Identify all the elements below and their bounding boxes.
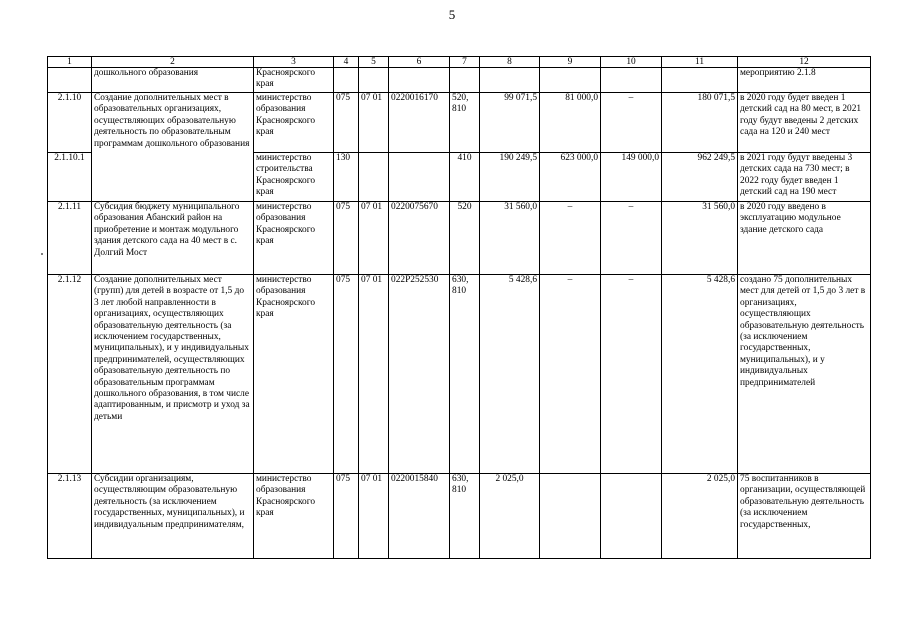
cell-csr bbox=[389, 68, 450, 93]
cell-total: 180 071,5 bbox=[662, 93, 738, 153]
col-header: 11 bbox=[662, 57, 738, 68]
col-header: 10 bbox=[601, 57, 662, 68]
col-header: 12 bbox=[738, 57, 871, 68]
col-header: 3 bbox=[254, 57, 334, 68]
cell-2021: – bbox=[540, 202, 601, 275]
cell-2021: – bbox=[540, 275, 601, 474]
cell-2021: 623 000,0 bbox=[540, 153, 601, 202]
cell-result: мероприятию 2.1.8 bbox=[738, 68, 871, 93]
cell-vr: 410 bbox=[450, 153, 480, 202]
cell-2022 bbox=[601, 68, 662, 93]
cell-2022: – bbox=[601, 275, 662, 474]
col-header: 5 bbox=[359, 57, 389, 68]
cell-executor: министерство строительства Красноярского края bbox=[254, 153, 334, 202]
cell-rzpr bbox=[359, 68, 389, 93]
margin-dot bbox=[41, 253, 43, 255]
program-table bbox=[47, 56, 871, 559]
cell-result: в 2021 году будут введены 3 детских сада на 730 мест; в 2022 году будет введен 1 детский сад на 190 мест bbox=[738, 153, 871, 202]
col-header: 7 bbox=[450, 57, 480, 68]
cell-vr bbox=[450, 68, 480, 93]
cell-id: 2.1.10.1 bbox=[48, 153, 92, 202]
table-row bbox=[48, 202, 871, 275]
cell-2020 bbox=[480, 68, 540, 93]
col-header: 4 bbox=[334, 57, 359, 68]
cell-id: 2.1.12 bbox=[48, 275, 92, 474]
table-row bbox=[48, 68, 871, 93]
cell-id: 2.1.11 bbox=[48, 202, 92, 275]
cell-name: Субсидия бюджету муниципального образования Абанский район на приобретение и монтаж модульного здания детского сада на 40 мест в с. Долгий Мост bbox=[92, 202, 254, 275]
table-row bbox=[48, 93, 871, 153]
cell-rzpr bbox=[359, 153, 389, 202]
cell-2022: – bbox=[601, 93, 662, 153]
cell-grbs: 130 bbox=[334, 153, 359, 202]
col-header: 1 bbox=[48, 57, 92, 68]
header-row bbox=[48, 57, 871, 68]
cell-executor: министерство образования Красноярского края bbox=[254, 275, 334, 474]
cell-2020: 31 560,0 bbox=[480, 202, 540, 275]
cell-2022: 149 000,0 bbox=[601, 153, 662, 202]
cell-rzpr: 07 01 bbox=[359, 275, 389, 474]
cell-total: 5 428,6 bbox=[662, 275, 738, 474]
cell-vr: 520, 810 bbox=[450, 93, 480, 153]
cell-2021 bbox=[540, 474, 601, 559]
cell-csr: 022P252530 bbox=[389, 275, 450, 474]
cell-total: 31 560,0 bbox=[662, 202, 738, 275]
cell-executor: министерство образования Красноярского края bbox=[254, 202, 334, 275]
cell-rzpr: 07 01 bbox=[359, 93, 389, 153]
col-header: 6 bbox=[389, 57, 450, 68]
cell-name: Создание дополнительных мест (групп) для детей в возрасте от 1,5 до 3 лет любой направленности в организациях, осуществляющих образовательную деятельность (за исключением государственных, муниципальных), и у индивидуальных предпринимателей, осуществляющих образовательную деятельность по образовательным программам дошкольного образования, в том числе адаптированным, и присмотр и уход за детьми bbox=[92, 275, 254, 474]
cell-vr: 630, 810 bbox=[450, 275, 480, 474]
cell-name: Субсидии организациям, осуществляющим образовательную деятельность (за исключением государственных, муниципальных), и индивидуальным предпринимателям, bbox=[92, 474, 254, 559]
cell-id: 2.1.10 bbox=[48, 93, 92, 153]
cell-vr: 630, 810 bbox=[450, 474, 480, 559]
cell-total: 962 249,5 bbox=[662, 153, 738, 202]
cell-csr bbox=[389, 153, 450, 202]
cell-grbs: 075 bbox=[334, 474, 359, 559]
cell-result: создано 75 дополнительных мест для детей от 1,5 до 3 лет в организациях, осуществляющих образовательную деятельность (за исключением государственных, муниципальных), и у индивидуальных предпринимателей bbox=[738, 275, 871, 474]
cell-result: в 2020 году будет введен 1 детский сад на 80 мест, в 2021 году будут введены 2 детских сада на 120 и 240 мест bbox=[738, 93, 871, 153]
cell-2020: 190 249,5 bbox=[480, 153, 540, 202]
table-row bbox=[48, 275, 871, 474]
cell-total: 2 025,0 bbox=[662, 474, 738, 559]
cell-csr: 0220016170 bbox=[389, 93, 450, 153]
cell-grbs: 075 bbox=[334, 93, 359, 153]
cell-name: Создание дополнительных мест в образовательных организациях, осуществляющих образовательную деятельность по образовательным программам дошкольного образования bbox=[92, 93, 254, 202]
cell-vr: 520 bbox=[450, 202, 480, 275]
table-row bbox=[48, 474, 871, 559]
cell-csr: 0220075670 bbox=[389, 202, 450, 275]
cell-id bbox=[48, 68, 92, 93]
cell-2020: 99 071,5 bbox=[480, 93, 540, 153]
cell-total bbox=[662, 68, 738, 93]
cell-rzpr: 07 01 bbox=[359, 202, 389, 275]
col-header: 9 bbox=[540, 57, 601, 68]
cell-id: 2.1.13 bbox=[48, 474, 92, 559]
cell-csr: 0220015840 bbox=[389, 474, 450, 559]
cell-2022 bbox=[601, 474, 662, 559]
cell-rzpr: 07 01 bbox=[359, 474, 389, 559]
cell-2020: 5 428,6 bbox=[480, 275, 540, 474]
cell-executor: министерство образования Красноярского края bbox=[254, 474, 334, 559]
cell-result: 75 воспитанников в организации, осуществляющей образовательную деятельность (за исключением государственных, bbox=[738, 474, 871, 559]
cell-result: в 2020 году введено в эксплуатацию модульное здание детского сада bbox=[738, 202, 871, 275]
cell-2020: 2 025,0 bbox=[480, 474, 540, 559]
col-header: 2 bbox=[92, 57, 254, 68]
cell-2021: 81 000,0 bbox=[540, 93, 601, 153]
col-header: 8 bbox=[480, 57, 540, 68]
cell-2022: – bbox=[601, 202, 662, 275]
page-number: 5 bbox=[448, 7, 456, 22]
cell-2021 bbox=[540, 68, 601, 93]
cell-grbs bbox=[334, 68, 359, 93]
cell-name: дошкольного образования bbox=[92, 68, 254, 93]
cell-executor: Красноярского края bbox=[254, 68, 334, 93]
cell-grbs: 075 bbox=[334, 202, 359, 275]
cell-executor: министерство образования Красноярского края bbox=[254, 93, 334, 153]
cell-grbs: 075 bbox=[334, 275, 359, 474]
